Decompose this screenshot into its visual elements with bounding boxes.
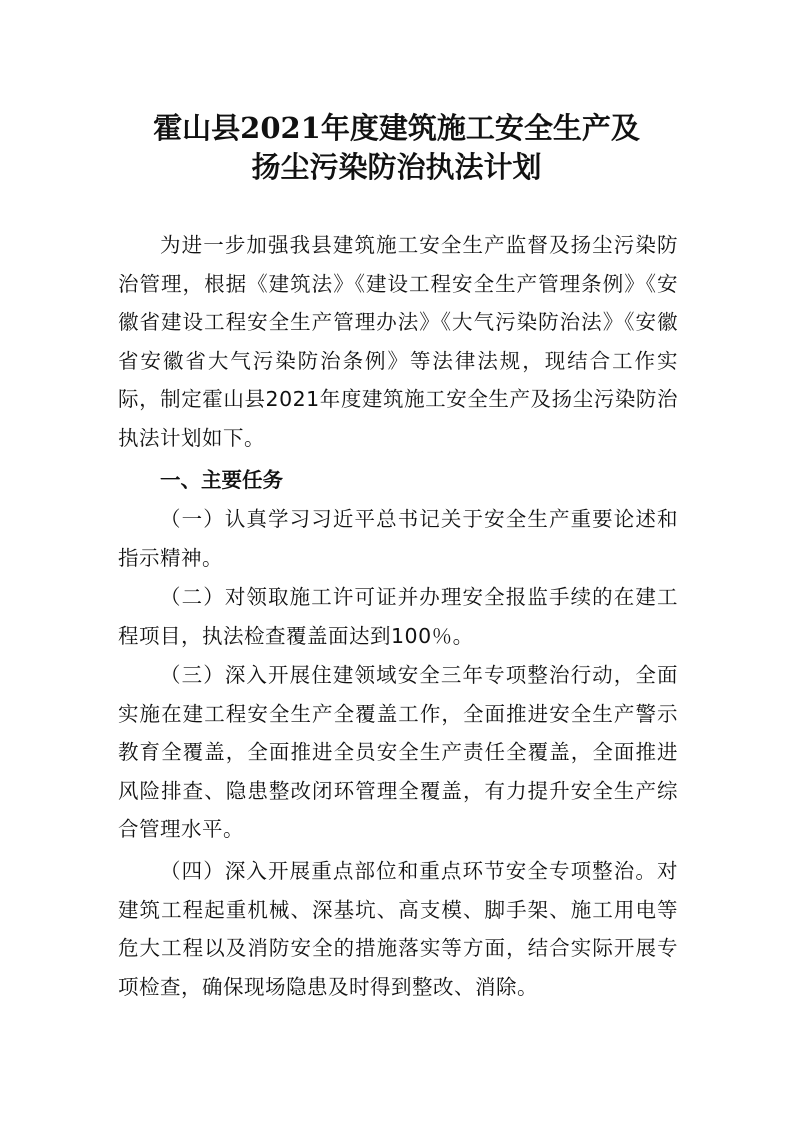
document-title-line-1: 霍山县2021年度建筑施工安全生产及 (153, 111, 640, 145)
section-heading-main-tasks: 一、主要任务 (160, 468, 283, 492)
task-item-1: （一）认真学习习近平总书记关于安全生产重要论述和指示精神。 (118, 507, 678, 570)
document-title-line-2: 扬尘污染防治执法计划 (251, 150, 542, 184)
task-item-3: （三）深入开展住建领域安全三年专项整治行动，全面实施在建工程安全生产全覆盖工作，全面推进安全生产警示教育全覆盖，全面推进全员安全生产责任全覆盖，全面推进风险排查、隐患整改闭环管理全覆盖，有力提升安全生产综合管理水平。 (118, 663, 678, 842)
task-item-4: （四）深入开展重点部位和重点环节安全专项整治。对建筑工程起重机械、深基坑、高支模、脚手架、施工用电等危大工程以及消防安全的措施落实等方面，结合实际开展专项检查，确保现场隐患及时得到整改、消除。 (118, 859, 678, 999)
task-item-2: （二）对领取施工许可证并办理安全报监手续的在建工程项目，执法检查覆盖面达到100％。 (118, 585, 678, 648)
intro-paragraph: 为进一步加强我县建筑施工安全生产监督及扬尘污染防治管理，根据《建筑法》《建设工程安全生产管理条例》《安徽省建设工程安全生产管理办法》《大气污染防治法》《安徽省安徽省大气污染防治条例》等法律法规，现结合工作实际，制定霍山县2021年度建筑施工安全生产及扬尘污染防治执法计划如下。 (118, 233, 678, 450)
